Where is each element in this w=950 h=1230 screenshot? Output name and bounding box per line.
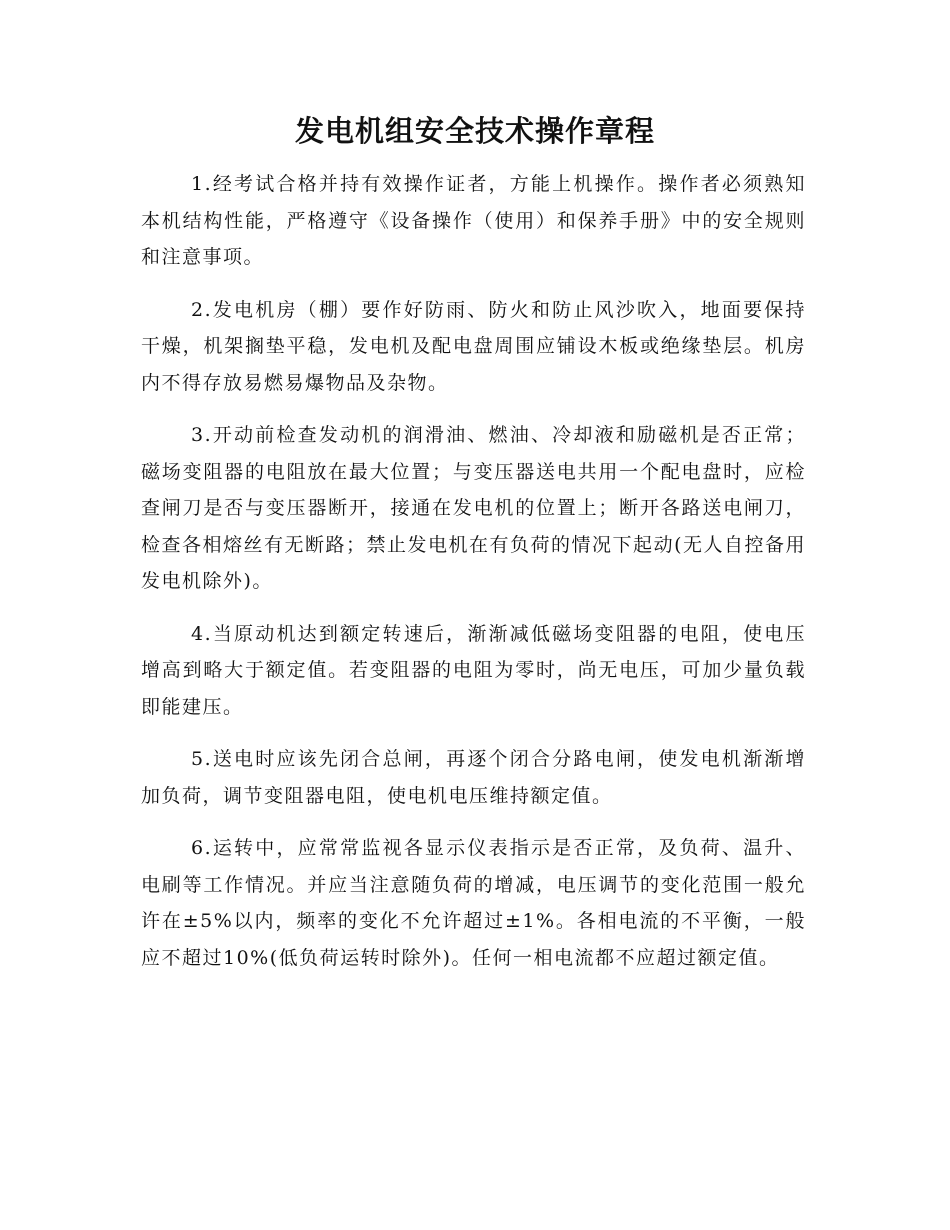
paragraph-2: 2.发电机房（棚）要作好防雨、防火和防止风沙吹入，地面要保持干燥，机架搁垫平稳，发电机及配电盘周围应铺设木板或绝缘垫层。机房内不得存放易燃易爆物品及杂物。 — [141, 298, 806, 394]
document-title: 发电机组安全技术操作章程 — [294, 114, 655, 148]
paragraph-4: 4.当原动机达到额定转速后，渐渐减低磁场变阻器的电阻，使电压增高到略大于额定值。若变阻器的电阻为零时，尚无电压，可加少量负载即能建压。 — [141, 622, 806, 718]
paragraph-6: 6.运转中，应常常监视各显示仪表指示是否正常，及负荷、温升、电刷等工作情况。并应当注意随负荷的增减，电压调节的变化范围一般允许在±5%以内，频率的变化不允许超过±1%。各相电流的不平衡，一般应不超过10%(低负荷运转时除外)。任何一相电流都不应超过额定值。 — [141, 837, 806, 969]
paragraph-1: 1.经考试合格并持有效操作证者，方能上机操作。操作者必须熟知本机结构性能，严格遵守《设备操作（使用）和保养手册》中的安全规则和注意事项。 — [141, 173, 806, 268]
document-body — [141, 166, 806, 992]
paragraph-3: 3.开动前检查发动机的润滑油、燃油、冷却液和励磁机是否正常；磁场变阻器的电阻放在最大位置；与变压器送电共用一个配电盘时，应检查闸刀是否与变压器断开，接通在发电机的位置上；断开各路送电闸刀，检查各相熔丝有无断路；禁止发电机在有负荷的情况下起动(无人自控备用发电机除外)。 — [141, 424, 806, 592]
paragraph-5: 5.送电时应该先闭合总闸，再逐个闭合分路电闸，使发电机渐渐增加负荷，调节变阻器电阻，使电机电压维持额定值。 — [141, 748, 806, 807]
